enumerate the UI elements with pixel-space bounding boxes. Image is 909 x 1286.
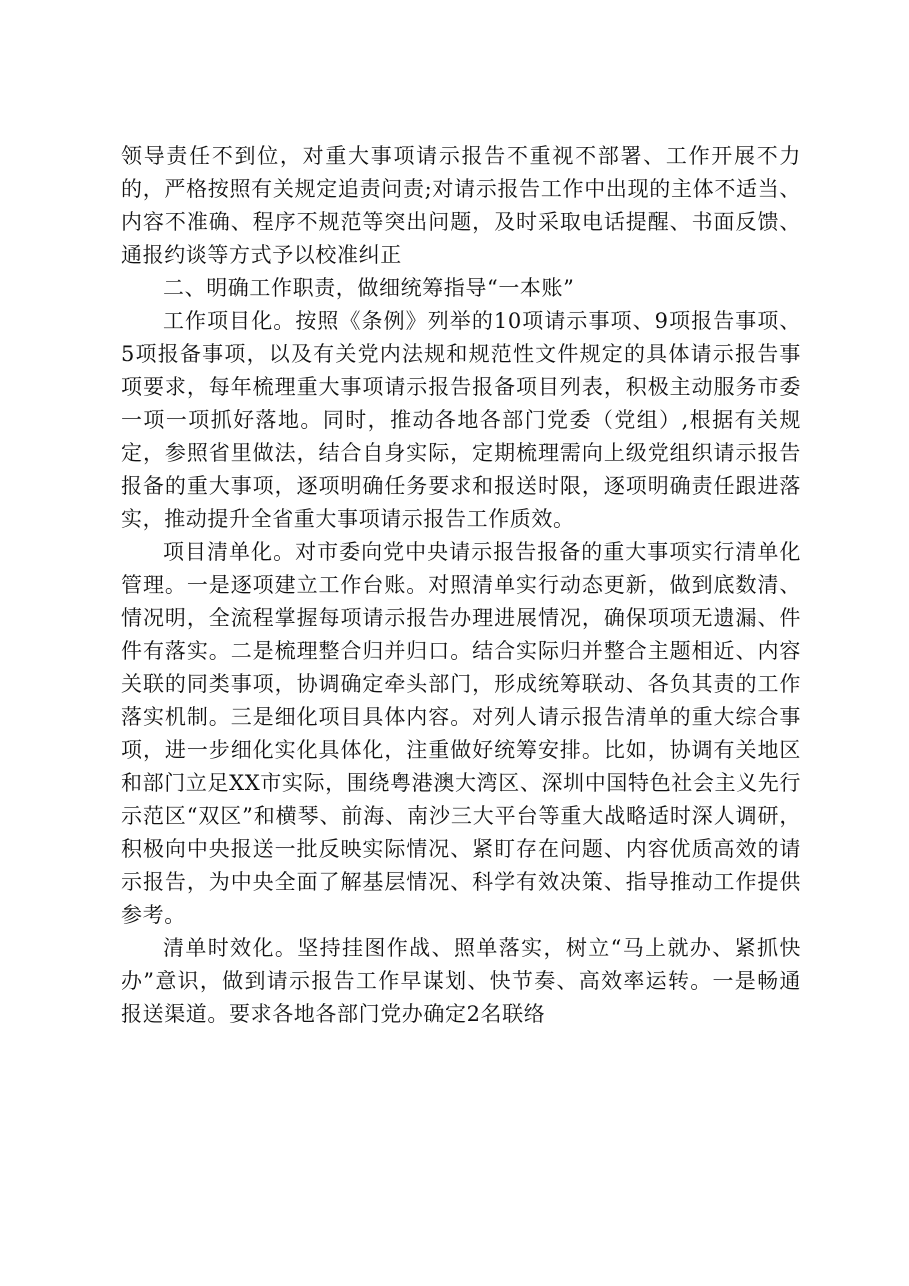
section-heading: 二、明确工作职责，做细统筹指导“一本账” bbox=[163, 276, 575, 300]
document-body bbox=[121, 140, 801, 1031]
paragraph-work-itemization: 工作项目化。按照《条例》列举的10项请示事项、9项报告事项、5项报备事项，以及有关党内法规和规范性文件规定的具体请示报告事项要求，每年梳理重大事项请示报告报备项目列表，积极主动服务市委一项一项抓好落地。同时，推动各地各部门党委（党组）,根据有关规定，参照省里做法，结合自身实际，定期梳理需向上级党组织请示报告报备的重大事项，逐项明确任务要求和报送时限，逐项明确责任跟进落实，推动提升全省重大事项请示报告工作质效。 bbox=[121, 309, 801, 531]
paragraph-list-timeliness: 清单时效化。坚持挂图作战、照单落实，树立“马上就办、紧抓快办”意识，做到请示报告工作早谋划、快节奏、高效率运转。一是畅通报送渠道。要求各地各部门党办确定2名联络 bbox=[121, 936, 801, 1026]
paragraph-item-listing: 项目清单化。对市委向党中央请示报告报备的重大事项实行清单化管理。一是逐项建立工作台账。对照清单实行动态更新，做到底数清、情况明，全流程掌握每项请示报告办理进展情况，确保项项无遗漏、件件有落实。二是梳理整合归并归口。结合实际归并整合主题相近、内容关联的同类事项，协调确定牵头部门，形成统筹联动、各负其责的工作落实机制。三是细化项目具体内容。对列人请示报告清单的重大综合事项，进一步细化实化具体化，注重做好统筹安排。比如，协调有关地区和部门立足XX市实际，围绕粤港澳大湾区、深圳中国特色社会主义先行示范区“双区”和横琴、前海、南沙三大平台等重大战略适时深人调研，积极向中央报送一批反映实际情况、紧盯存在问题、内容优质高效的请示报告，为中央全面了解基层情况、科学有效决策、指导推动工作提供参考。 bbox=[121, 540, 801, 927]
paragraph-continuation: 领导责任不到位，对重大事项请示报告不重视不部署、工作开展不力的，严格按照有关规定追责问责;对请示报告工作中出现的主体不适当、内容不准确、程序不规范等突出问题，及时采取电话提醒、书面反馈、通报约谈等方式予以校准纠正 bbox=[121, 144, 801, 267]
